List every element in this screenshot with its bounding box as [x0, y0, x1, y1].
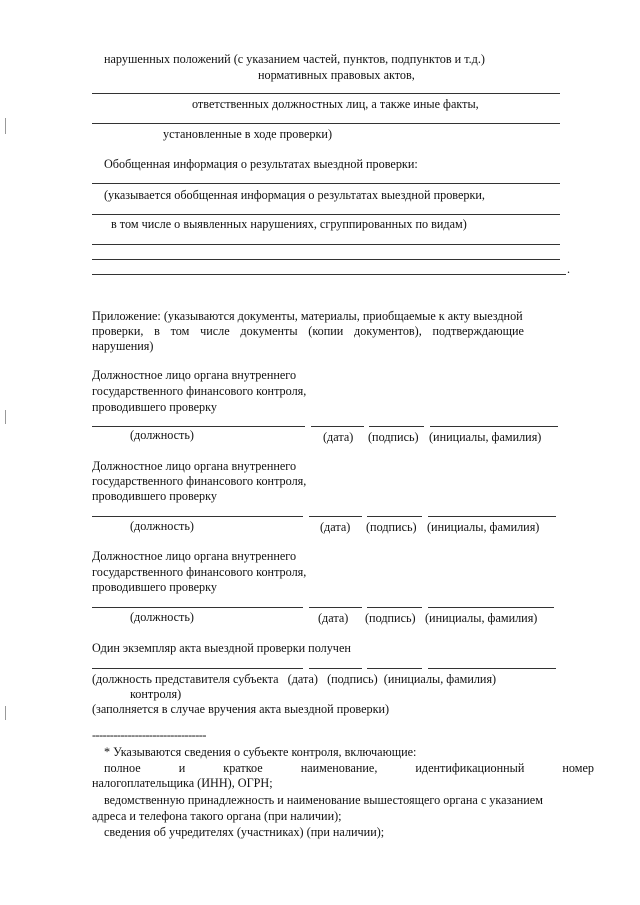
- appendix-word: подтверждающие: [432, 324, 524, 338]
- date-signature-line: [309, 516, 362, 517]
- receipt-captions-cont: контроля): [130, 687, 182, 701]
- header-line-3: ответственных должностных лиц, а также иные факты,: [192, 97, 479, 111]
- footnote-word: номер: [562, 761, 594, 775]
- footnote-word: наименование,: [300, 761, 378, 775]
- appendix-word: в: [154, 324, 160, 338]
- fill-line: [92, 274, 566, 275]
- date-signature-line: [309, 607, 362, 608]
- appendix-line-3: нарушения): [92, 339, 154, 353]
- receipt-captions: (должность представителя субъекта (дата) (подпись) (инициалы, фамилия): [92, 672, 497, 686]
- footnote-p3: сведения об учредителях (участниках) (при наличии);: [104, 825, 385, 839]
- footnote-word: краткое: [223, 761, 263, 775]
- receipt-name-line: [428, 668, 556, 669]
- summary-title: Обобщенная информация о результатах выездной проверки:: [104, 157, 418, 171]
- appendix-word: том: [170, 324, 190, 338]
- signature-caption: (подпись): [365, 611, 416, 625]
- name-caption: (инициалы, фамилия): [427, 520, 540, 534]
- fill-line: [92, 259, 560, 260]
- signer-2-line-3: проводившего проверку: [92, 489, 217, 503]
- footnote-word: полное: [104, 761, 141, 775]
- name-signature-line: [428, 607, 554, 608]
- fill-line: [92, 93, 560, 94]
- fill-line: [92, 244, 560, 245]
- receipt-date-line: [309, 668, 362, 669]
- name-caption: (инициалы, фамилия): [425, 611, 538, 625]
- receipt-position-line: [92, 668, 303, 669]
- signer-3-line-1: Должностное лицо органа внутреннего: [92, 549, 297, 563]
- fill-line: [92, 183, 560, 184]
- fill-line: [92, 123, 560, 124]
- position-signature-line: [92, 516, 303, 517]
- summary-end-mark: .: [567, 262, 571, 276]
- footnote-p2-line-1: ведомственную принадлежность и наименование вышестоящего органа с указанием: [104, 793, 543, 807]
- name-caption: (инициалы, фамилия): [429, 430, 542, 444]
- name-signature-line: [428, 516, 556, 517]
- scan-artifact-mark: [5, 706, 6, 720]
- summary-hint-2: в том числе о выявленных нарушениях, сгруппированных по видам): [111, 217, 467, 231]
- position-caption: (должность): [130, 428, 194, 442]
- receipt-title: Один экземпляр акта выездной проверки получен: [92, 641, 351, 655]
- signer-2-line-2: государственного финансового контроля,: [92, 474, 307, 488]
- footnote-intro: * Указываются сведения о субъекте контроля, включающие:: [104, 745, 417, 759]
- footnote-p2-line-2: адреса и телефона такого органа (при наличии);: [92, 809, 342, 823]
- footnote-p1-line-2: налогоплательщика (ИНН), ОГРН;: [92, 776, 273, 790]
- appendix-word: документов),: [354, 324, 422, 338]
- header-line-4: установленные в ходе проверки): [163, 127, 333, 141]
- summary-hint-1: (указывается обобщенная информация о результатах выездной проверки,: [104, 188, 485, 202]
- fill-line: [92, 214, 560, 215]
- date-caption: (дата): [318, 611, 349, 625]
- appendix-line-1: Приложение: (указываются документы, материалы, приобщаемые к акту выездной: [92, 309, 523, 323]
- date-caption: (дата): [323, 430, 354, 444]
- position-caption: (должность): [130, 610, 194, 624]
- receipt-sign-line: [367, 668, 422, 669]
- position-caption: (должность): [130, 519, 194, 533]
- position-signature-line: [92, 607, 303, 608]
- signer-3-line-2: государственного финансового контроля,: [92, 565, 307, 579]
- appendix-word: документы: [240, 324, 298, 338]
- name-signature-line: [430, 426, 558, 427]
- appendix-word: числе: [200, 324, 230, 338]
- sign-signature-line: [367, 516, 422, 517]
- appendix-word: (копии: [308, 324, 344, 338]
- signer-1-line-2: государственного финансового контроля,: [92, 384, 307, 398]
- appendix-word: проверки,: [92, 324, 144, 338]
- sign-signature-line: [367, 607, 422, 608]
- scan-artifact-mark: [5, 118, 6, 134]
- footnote-separator: --------------------------------: [92, 728, 206, 742]
- signature-caption: (подпись): [366, 520, 417, 534]
- signature-caption: (подпись): [368, 430, 419, 444]
- footnote-p1-line-1: [104, 761, 594, 776]
- position-signature-line: [92, 426, 305, 427]
- footnote-word: идентификационный: [415, 761, 525, 775]
- signer-3-line-3: проводившего проверку: [92, 580, 217, 594]
- scan-artifact-mark: [5, 410, 6, 424]
- date-signature-line: [311, 426, 364, 427]
- receipt-note: (заполняется в случае вручения акта выездной проверки): [92, 702, 390, 716]
- signer-2-line-1: Должностное лицо органа внутреннего: [92, 459, 297, 473]
- signer-1-line-1: Должностное лицо органа внутреннего: [92, 368, 297, 382]
- appendix-line-2: [92, 324, 524, 339]
- sign-signature-line: [369, 426, 424, 427]
- date-caption: (дата): [320, 520, 351, 534]
- signer-1-line-3: проводившего проверку: [92, 400, 217, 414]
- header-line-1: нарушенных положений (с указанием частей, пунктов, подпунктов и т.д.): [104, 52, 485, 66]
- header-line-2: нормативных правовых актов,: [258, 68, 415, 82]
- footnote-word: и: [178, 761, 186, 775]
